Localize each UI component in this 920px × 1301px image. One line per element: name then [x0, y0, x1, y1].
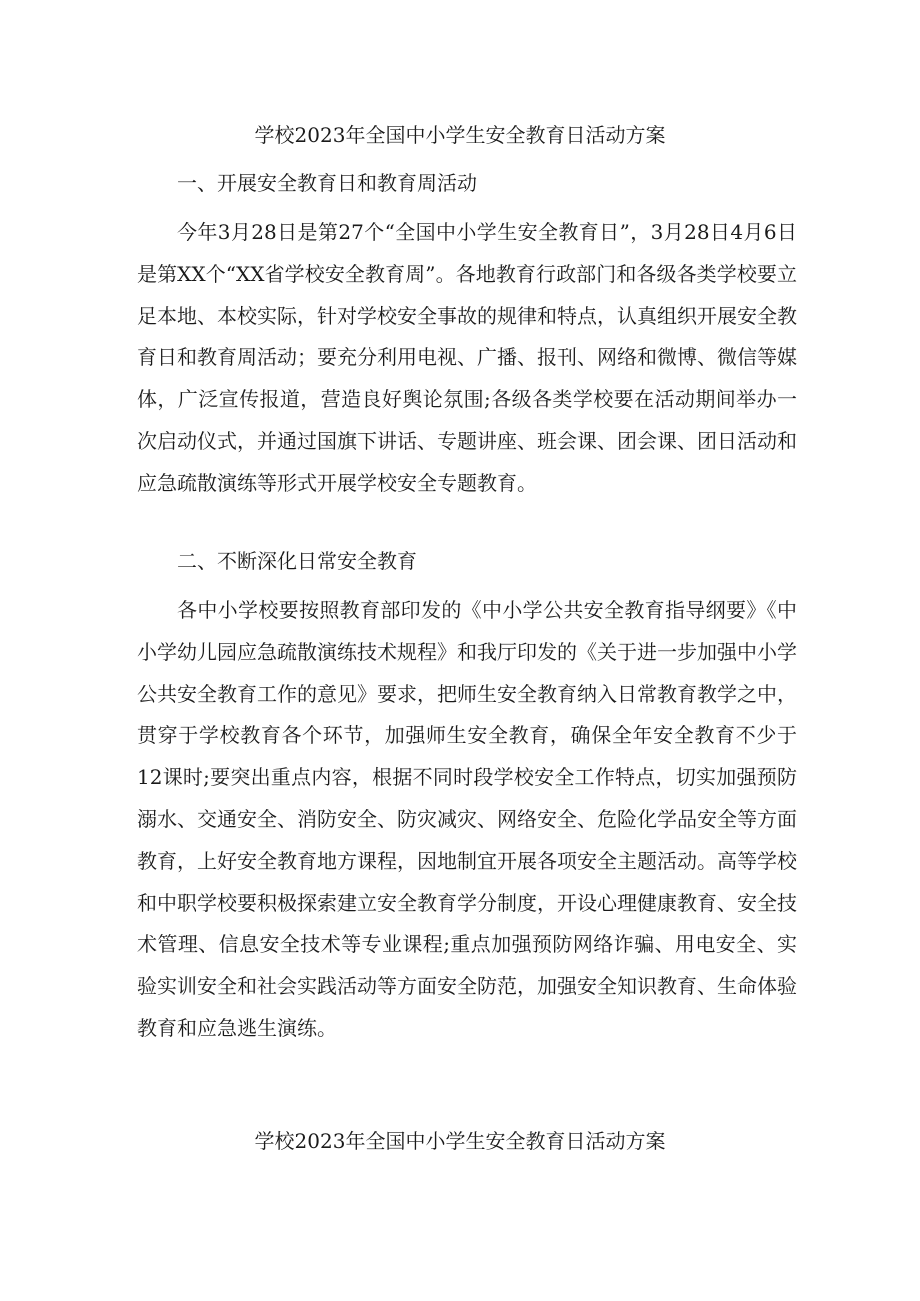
footer-title: 学校2023年全国中小学生安全教育日活动方案: [254, 1129, 666, 1153]
document-title: 学校2023年全国中小学生安全教育日活动方案: [254, 123, 666, 147]
section-heading-1: 一、开展安全教育日和教育周活动: [177, 171, 477, 195]
section-heading-2: 二、不断深化日常安全教育: [177, 549, 417, 573]
section-paragraph-1: 今年3月28日是第27个“全国中小学生安全教育日”，3月28日4月6日是第XX个“XX省学校安全教育周”。各地教育行政部门和各级各类学校要立足本地、本校实际，针对学校安全事故的规律和特点，认真组织开展安全教育日和教育周活动；要充分利用电视、广播、报刊、网络和微博、微信等媒体，广泛宣传报道，营造良好舆论氛围;各级各类学校要在活动期间举办一次启动仪式，并通过国旗下讲话、专题讲座、班会课、团会课、团日活动和应急疏散演练等形式开展学校安全专题教育。: [137, 220, 797, 495]
section-paragraph-2: 各中小学校要按照教育部印发的《中小学公共安全教育指导纲要》《中小学幼儿园应急疏散演练技术规程》和我厅印发的《关于进一步加强中小学公共安全教育工作的意见》要求，把师生安全教育纳入日常教育教学之中，贯穿于学校教育各个环节，加强师生安全教育，确保全年安全教育不少于12课时;要突出重点内容，根据不同时段学校安全工作特点，切实加强预防溺水、交通安全、消防安全、防灾减灾、网络安全、危险化学品安全等方面教育，上好安全教育地方课程，因地制宜开展各项安全主题活动。高等学校和中职学校要积极探索建立安全教育学分制度，开设心理健康教育、安全技术管理、信息安全技术等专业课程;重点加强预防网络诈骗、用电安全、实验实训安全和社会实践活动等方面安全防范，加强安全知识教育、生命体验教育和应急逃生演练。: [137, 598, 797, 1040]
